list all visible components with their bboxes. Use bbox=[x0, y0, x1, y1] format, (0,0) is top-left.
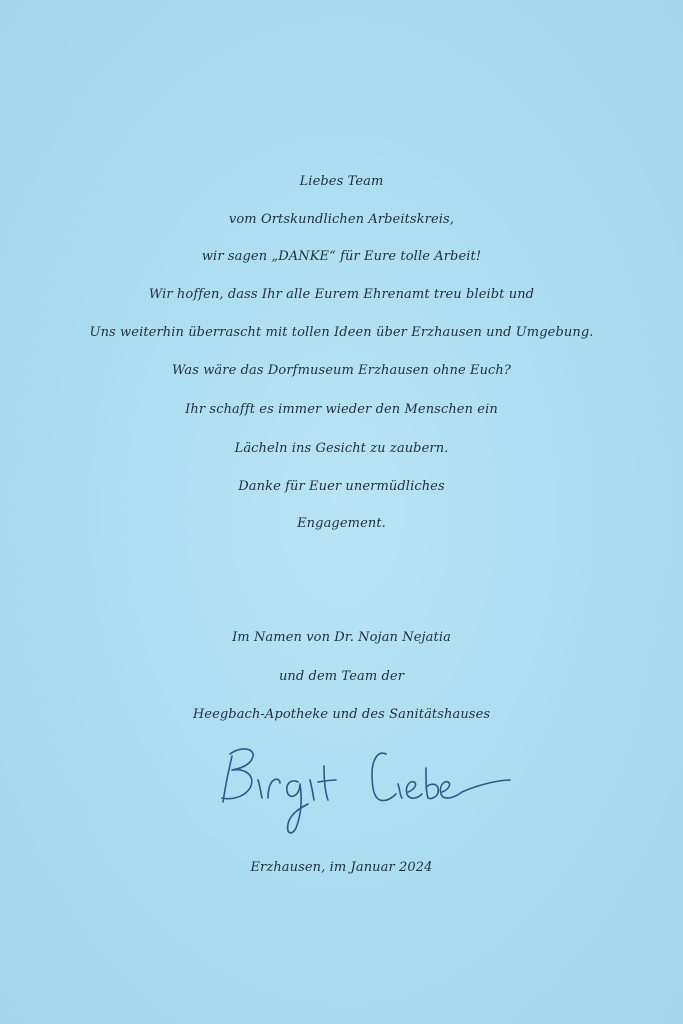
closing-line: und dem Team der bbox=[278, 669, 405, 684]
closing-line: Im Namen von Dr. Nojan Nejatia bbox=[232, 630, 451, 645]
handwritten-signature bbox=[210, 738, 520, 843]
salutation: Liebes Team bbox=[299, 174, 384, 189]
place-date: Erzhausen, im Januar 2024 bbox=[250, 860, 433, 875]
body-line: Uns weiterhin überrascht mit tollen Ideen über Erzhausen und Umgebung. bbox=[89, 325, 594, 340]
closing-line: Heegbach-Apotheke und des Sanitätshauses bbox=[192, 707, 491, 722]
body-line: Lächeln ins Gesicht zu zaubern. bbox=[234, 441, 449, 456]
body-line: Wir hoffen, dass Ihr alle Eurem Ehrenamt treu bleibt und bbox=[148, 287, 535, 302]
body-line: Danke für Euer unermüdliches bbox=[238, 479, 445, 494]
body-line: wir sagen „DANKE“ für Eure tolle Arbeit! bbox=[201, 249, 482, 264]
body-line: Was wäre das Dorfmuseum Erzhausen ohne Euch? bbox=[172, 363, 511, 378]
body-line: Engagement. bbox=[297, 516, 386, 531]
body-line: vom Ortskundlichen Arbeitskreis, bbox=[228, 212, 455, 227]
body-line: Ihr schafft es immer wieder den Menschen ein bbox=[185, 402, 498, 417]
